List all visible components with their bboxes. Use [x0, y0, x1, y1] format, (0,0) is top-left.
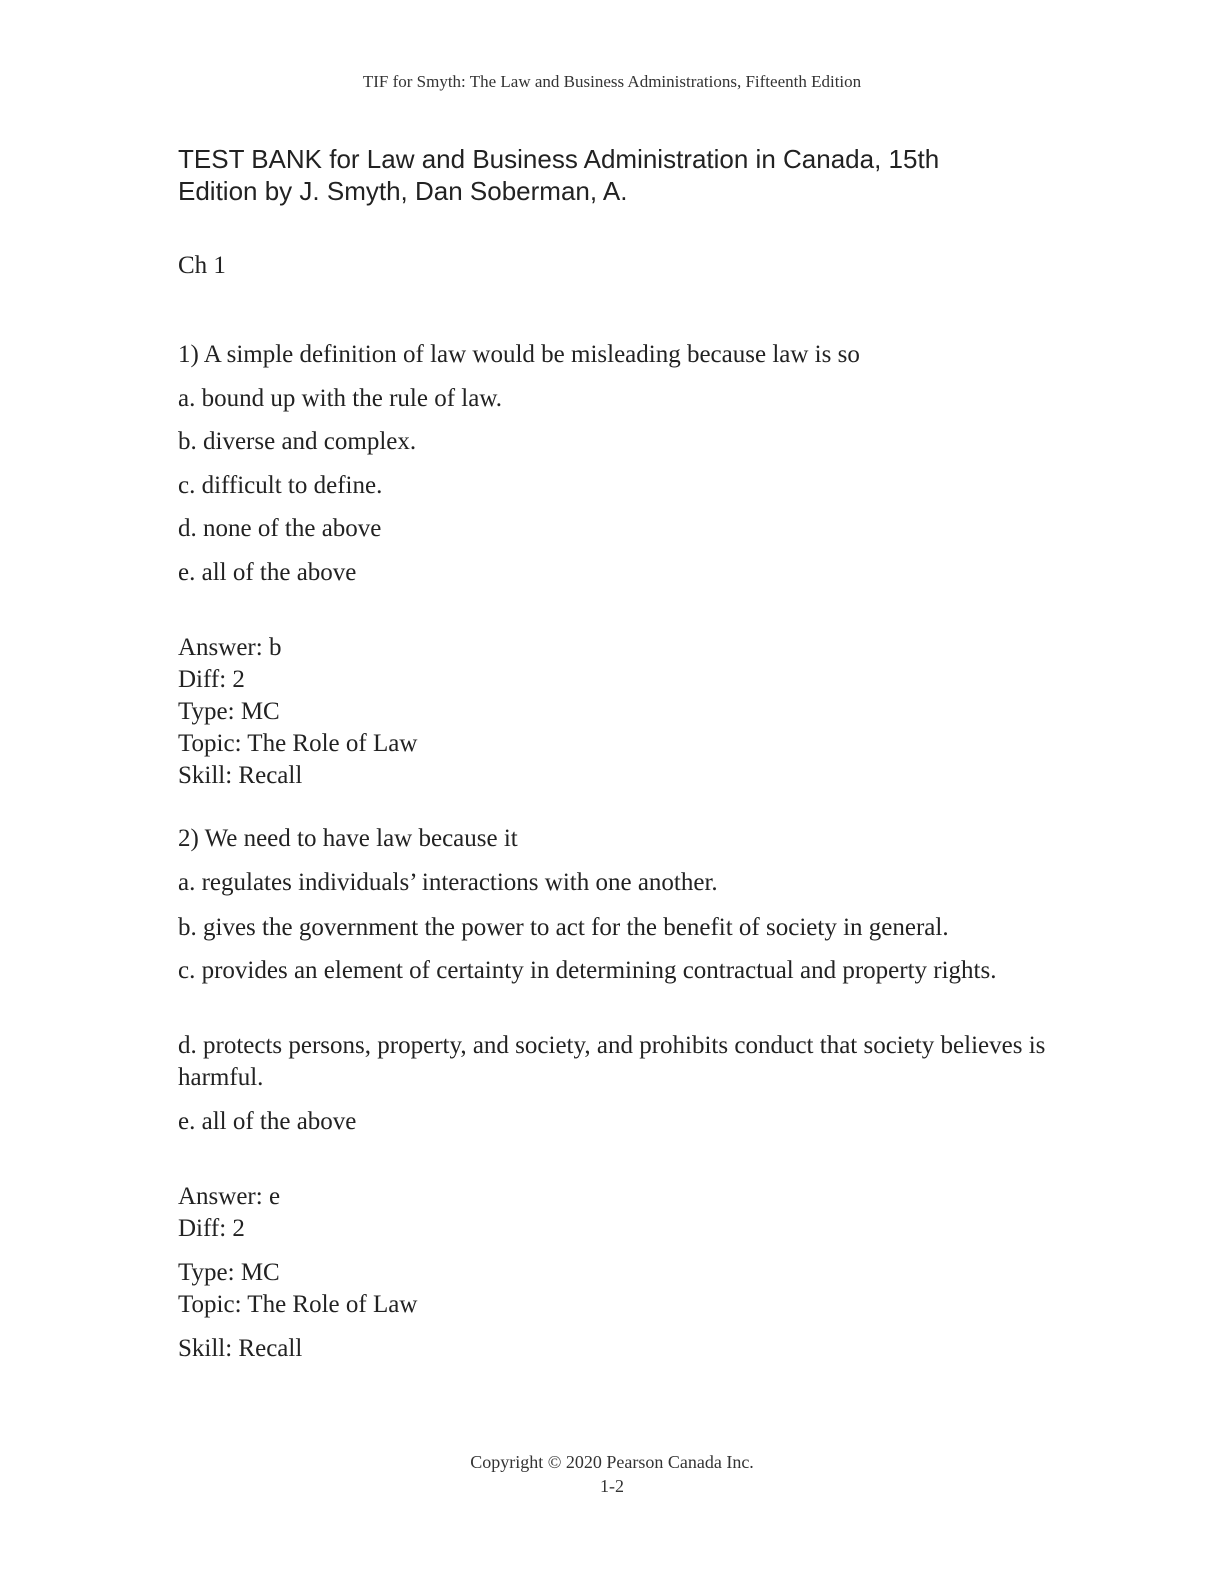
question-1-option-d: d. none of the above — [178, 515, 382, 542]
question-2-skill: Skill: Recall — [178, 1335, 303, 1362]
page-footer — [0, 1450, 1224, 1498]
question-2-option-c: c. provides an element of certainty in determining contractual and property rights. — [178, 957, 997, 984]
question-1-option-a: a. bound up with the rule of law. — [178, 385, 502, 412]
question-2-option-e: e. all of the above — [178, 1108, 357, 1135]
question-2-stem: 2) We need to have law because it — [178, 825, 518, 852]
question-1-option-e: e. all of the above — [178, 559, 357, 586]
document-title-line-2: Edition by J. Smyth, Dan Soberman, A. — [178, 176, 628, 206]
question-2-option-b: b. gives the government the power to act for the benefit of society in general. — [178, 914, 949, 941]
document-title — [178, 143, 1078, 207]
question-2-answer: Answer: e — [178, 1183, 281, 1210]
copyright-notice: Copyright © 2020 Pearson Canada Inc. — [470, 1452, 754, 1472]
question-1-option-c: c. difficult to define. — [178, 472, 383, 499]
question-2-type: Type: MC — [178, 1259, 280, 1286]
question-1-topic: Topic: The Role of Law — [178, 730, 418, 757]
question-1-diff: Diff: 2 — [178, 666, 245, 693]
question-2-diff: Diff: 2 — [178, 1215, 245, 1242]
question-2-option-d: d. protects persons, property, and society, and prohibits conduct that society believes is harmful. — [178, 1032, 1046, 1091]
question-2-topic: Topic: The Role of Law — [178, 1291, 418, 1318]
question-1-stem: 1) A simple definition of law would be misleading because law is so — [178, 341, 860, 368]
question-1-answer: Answer: b — [178, 634, 282, 661]
question-1-type: Type: MC — [178, 698, 280, 725]
question-1-skill: Skill: Recall — [178, 762, 303, 789]
document-title-line-1: TEST BANK for Law and Business Administration in Canada, 15th — [178, 144, 940, 174]
chapter-label: Ch 1 — [178, 252, 226, 279]
question-2-option-a: a. regulates individuals’ interactions with one another. — [178, 869, 718, 896]
running-header: TIF for Smyth: The Law and Business Administrations, Fifteenth Edition — [362, 72, 862, 91]
page-number: 1-2 — [600, 1476, 624, 1496]
question-1-option-b: b. diverse and complex. — [178, 428, 417, 455]
